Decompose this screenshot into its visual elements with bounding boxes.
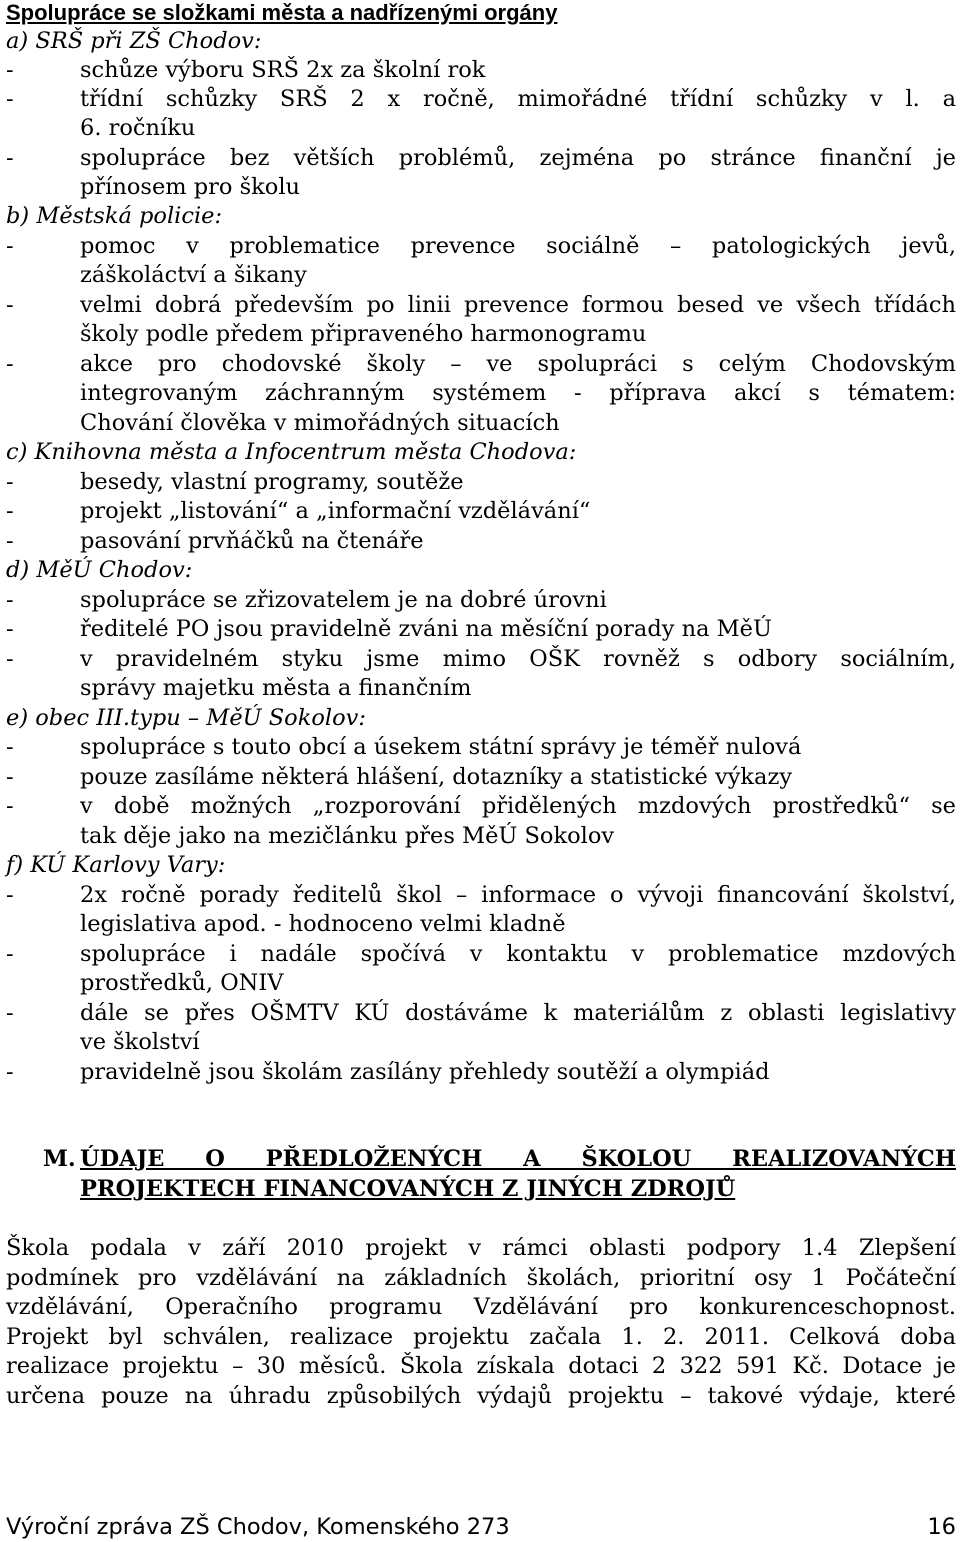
paragraph-line: vzdělávání, Operačního programu Vzdělávání pro konkurenceschopnost.: [6, 1294, 956, 1320]
list-item-text: schůze výboru SRŠ 2x za školní rok: [80, 57, 486, 83]
list-item: [6, 1058, 956, 1087]
list-item-text: velmi dobrá především po linii prevence formou besed ve všech třídách: [80, 292, 956, 318]
bullet-dash: -: [6, 86, 14, 112]
list-item-continuation: legislativa apod. - hodnoceno velmi kladně: [80, 911, 566, 937]
list-item-text: pouze zasíláme některá hlášení, dotazníky a statistické výkazy: [80, 764, 793, 790]
list-item-text: projekt „listování“ a „informační vzdělávání“: [80, 498, 591, 524]
list-item: [6, 940, 956, 969]
list-item-text: spolupráce se zřizovatelem je na dobré úrovni: [80, 587, 607, 613]
bullet-dash: -: [6, 145, 14, 171]
list-item-continuation: integrovaným záchranným systémem - příprava akcí s tématem:: [80, 380, 956, 406]
bullet-dash: -: [6, 941, 14, 967]
footer-text: Výroční zpráva ZŠ Chodov, Komenského 273: [6, 1514, 510, 1540]
paragraph-line: Projekt byl schválen, realizace projektu začala 1. 2. 2011. Celková doba: [6, 1324, 956, 1350]
chapter-title-line-1: ÚDAJE O PŘEDLOŽENÝCH A ŠKOLOU REALIZOVANÝCH: [80, 1146, 956, 1172]
list-item-text: akce pro chodovské školy – ve spolupráci s celým Chodovským: [80, 351, 956, 377]
list-item: [6, 586, 956, 615]
list-item-continuation: školy podle předem připraveného harmonogramu: [80, 321, 647, 347]
paragraph-line: podmínek pro vzdělávání na základních školách, prioritní osy 1 Počáteční: [6, 1265, 956, 1291]
list-item-text: 2x ročně porady ředitelů škol – informace o vývoji financování školství,: [80, 882, 956, 908]
bullet-dash: -: [6, 292, 14, 318]
list-item: [6, 792, 956, 821]
list-item-text: ředitelé PO jsou pravidelně zváni na měsíční porady na MěÚ: [80, 616, 772, 642]
bullet-dash: -: [6, 764, 14, 790]
paragraph-line: určena pouze na úhradu způsobilých výdajů projektu – takové výdaje, které: [6, 1383, 956, 1409]
bullet-dash: -: [6, 616, 14, 642]
list-item-text: spolupráce s touto obcí a úsekem státní správy je téměř nulová: [80, 734, 802, 760]
bullet-dash: -: [6, 734, 14, 760]
list-item: [6, 291, 956, 320]
list-item: [6, 645, 956, 674]
list-item-text: třídní schůzky SRŠ 2 x ročně, mimořádné třídní schůzky v l. a: [80, 86, 956, 112]
chapter-heading: [43, 1145, 956, 1174]
bullet-dash: -: [6, 57, 14, 83]
list-item: [6, 468, 956, 497]
list-item-text: pravidelně jsou školám zasílány přehledy soutěží a olympiád: [80, 1059, 770, 1085]
subsection-title-b: b) Městská policie:: [6, 203, 223, 229]
bullet-dash: -: [6, 587, 14, 613]
list-item-text: besedy, vlastní programy, soutěže: [80, 469, 464, 495]
list-item-continuation: ve školství: [80, 1029, 200, 1055]
bullet-dash: -: [6, 351, 14, 377]
list-item-text: dále se přes OŠMTV KÚ dostáváme k materiálům z oblasti legislativy: [80, 1000, 956, 1026]
list-item: [6, 733, 956, 762]
bullet-dash: -: [6, 1000, 14, 1026]
list-item: [6, 763, 956, 792]
list-item-text: spolupráce i nadále spočívá v kontaktu v problematice mzdových: [80, 941, 956, 967]
bullet-dash: -: [6, 646, 14, 672]
paragraph-line: realizace projektu – 30 měsíců. Škola získala dotaci 2 322 591 Kč. Dotace je: [6, 1353, 956, 1379]
bullet-dash: -: [6, 1059, 14, 1085]
list-item-text: v pravidelném styku jsme mimo OŠK rovněž s odbory sociálním,: [80, 646, 956, 672]
bullet-dash: -: [6, 528, 14, 554]
subsection-title-a: a) SRŠ při ZŠ Chodov:: [6, 28, 262, 54]
list-item: [6, 615, 956, 644]
paragraph-line: Škola podala v září 2010 projekt v rámci oblasti podpory 1.4 Zlepšení: [6, 1235, 956, 1261]
chapter-title-line-2: PROJEKTECH FINANCOVANÝCH Z JINÝCH ZDROJŮ: [80, 1176, 736, 1202]
list-item: [6, 85, 956, 114]
chapter-letter: M.: [43, 1146, 76, 1172]
subsection-title-e: e) obec III.typu – MěÚ Sokolov:: [6, 705, 366, 731]
list-item-text: v době možných „rozporování přidělených mzdových prostředků“ se: [80, 793, 956, 819]
subsection-title-c: c) Knihovna města a Infocentrum města Chodova:: [6, 439, 577, 465]
list-item: [6, 497, 956, 526]
section-heading: Spolupráce se složkami města a nadřízenými orgány: [6, 0, 558, 25]
page-number: 16: [927, 1514, 956, 1540]
list-item-continuation: správy majetku města a finančním: [80, 675, 472, 701]
list-item: [6, 232, 956, 261]
list-item-text: pasování prvňáčků na čtenáře: [80, 528, 424, 554]
list-item: [6, 881, 956, 910]
subsection-title-d: d) MěÚ Chodov:: [6, 557, 193, 583]
list-item-text: pomoc v problematice prevence sociálně – patologických jevů,: [80, 233, 956, 259]
list-item-continuation: Chování člověka v mimořádných situacích: [80, 410, 560, 436]
list-item-continuation: záškoláctví a šikany: [80, 262, 307, 288]
chapter-heading-continuation: [43, 1175, 956, 1204]
list-item-continuation: tak děje jako na mezičlánku přes MěÚ Sokolov: [80, 823, 615, 849]
list-item-text: spolupráce bez větších problémů, zejména po stránce finanční je: [80, 145, 956, 171]
list-item-continuation: 6. ročníku: [80, 115, 196, 141]
list-item: [6, 999, 956, 1028]
subsection-title-f: f) KÚ Karlovy Vary:: [6, 852, 226, 878]
bullet-dash: -: [6, 498, 14, 524]
bullet-dash: -: [6, 233, 14, 259]
list-item: [6, 350, 956, 379]
list-item-continuation: přínosem pro školu: [80, 174, 301, 200]
bullet-dash: -: [6, 469, 14, 495]
list-item: [6, 527, 956, 556]
list-item: [6, 144, 956, 173]
list-item-continuation: prostředků, ONIV: [80, 970, 284, 996]
list-item: [6, 56, 956, 85]
bullet-dash: -: [6, 882, 14, 908]
bullet-dash: -: [6, 793, 14, 819]
